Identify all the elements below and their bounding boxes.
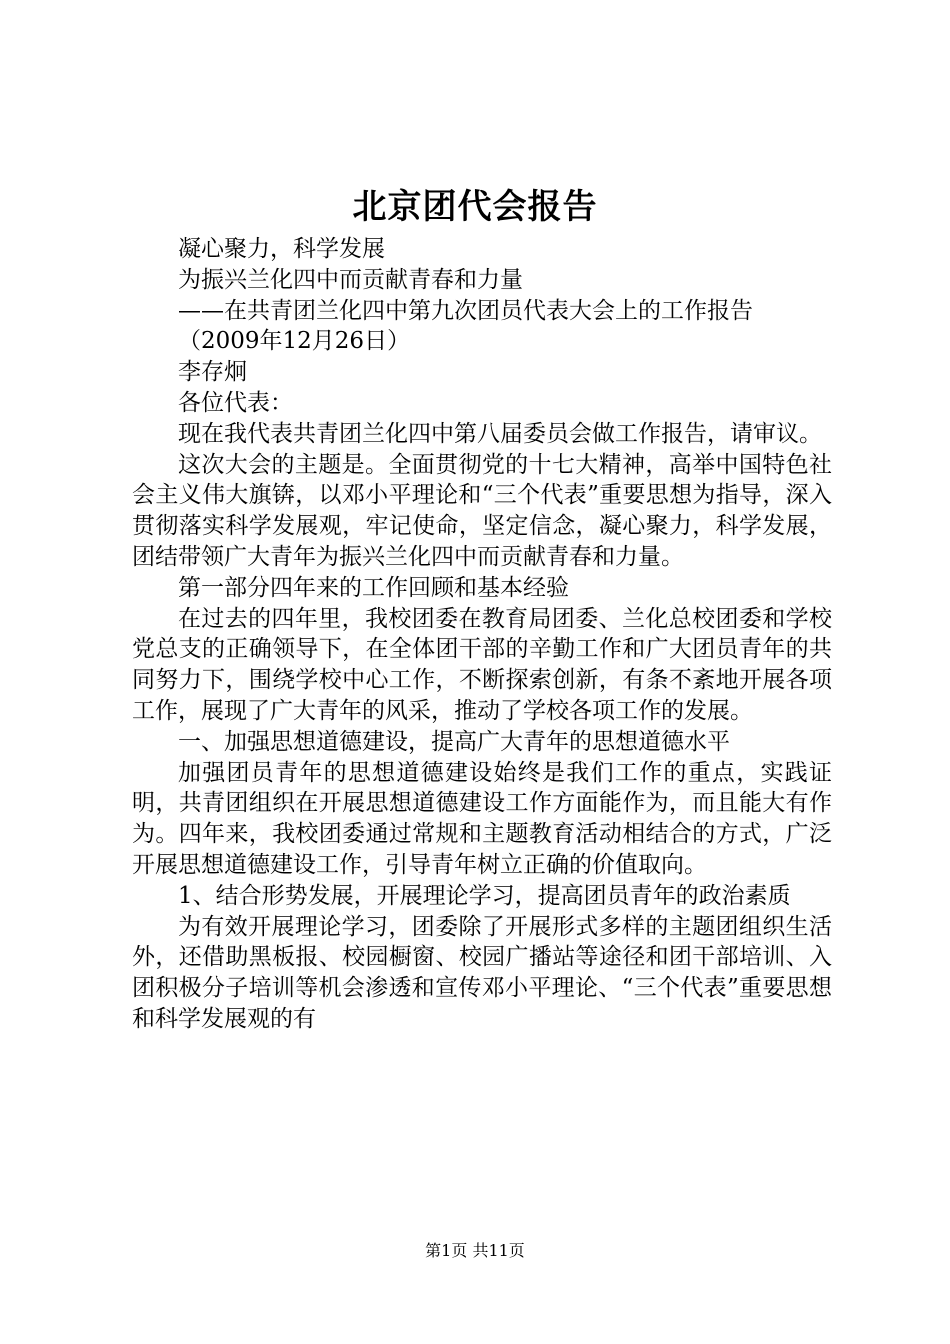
author-name: 李存炯 [178, 359, 247, 386]
page-number-footer: 第1页 共11页 [425, 1241, 525, 1260]
subsection-heading: 1、结合形势发展，开展理论学习，提高团员青年的政治素质 [178, 882, 791, 909]
paragraph: 这次大会的主题是。全面贯彻党的十七大精神，高举中国特色社会主义伟大旗锛，以邓小平理论和“三个代表”重要思想为指导，深入贯彻落实科学发展观，牢记使命，坚定信念，凝心聚力，科学发展，团结带领广大青年为振兴兰化四中而贡献青春和力量。 [132, 451, 832, 570]
subtitle-line-2: 为振兴兰化四中而贡献青春和力量 [178, 266, 523, 293]
paragraph: 在过去的四年里，我校团委在教育局团委、兰化总校团委和学校党总支的正确领导下，在全体团干部的辛勤工作和广大团员青年的共同努力下，围绕学校中心工作，不断探索创新，有条不紊地开展各项工作，展现了广大青年的风采，推动了学校各项工作的发展。 [132, 605, 832, 724]
subtitle-line-3: ——在共青团兰化四中第九次团员代表大会上的工作报告 [178, 297, 753, 324]
paragraph: 现在我代表共青团兰化四中第八届委员会做工作报告，请审议。 [178, 420, 822, 447]
salutation: 各位代表： [178, 389, 293, 416]
section-heading: 第一部分四年来的工作回顾和基本经验 [178, 574, 569, 601]
section-heading: 一、加强思想道德建设，提高广大青年的思想道德水平 [178, 728, 730, 755]
document-body [132, 234, 832, 1035]
subtitle-line-1: 凝心聚力，科学发展 [178, 236, 385, 262]
document-title: 北京团代会报告 [352, 187, 598, 227]
report-date: （2009年12月26日） [178, 328, 411, 355]
paragraph: 为有效开展理论学习，团委除了开展形式多样的主题团组织生活外，还借助黑板报、校园橱窗、校园广播站等途径和团干部培训、入团积极分子培训等机会渗透和宣传邓小平理论、“三个代表”重要思想和科学发展观的有 [132, 913, 832, 1032]
paragraph: 加强团员青年的思想道德建设始终是我们工作的重点，实践证明，共青团组织在开展思想道德建设工作方面能作为，而且能大有作为。四年来，我校团委通过常规和主题教育活动相结合的方式，广泛开展思想道德建设工作，引导青年树立正确的价值取向。 [132, 759, 832, 878]
